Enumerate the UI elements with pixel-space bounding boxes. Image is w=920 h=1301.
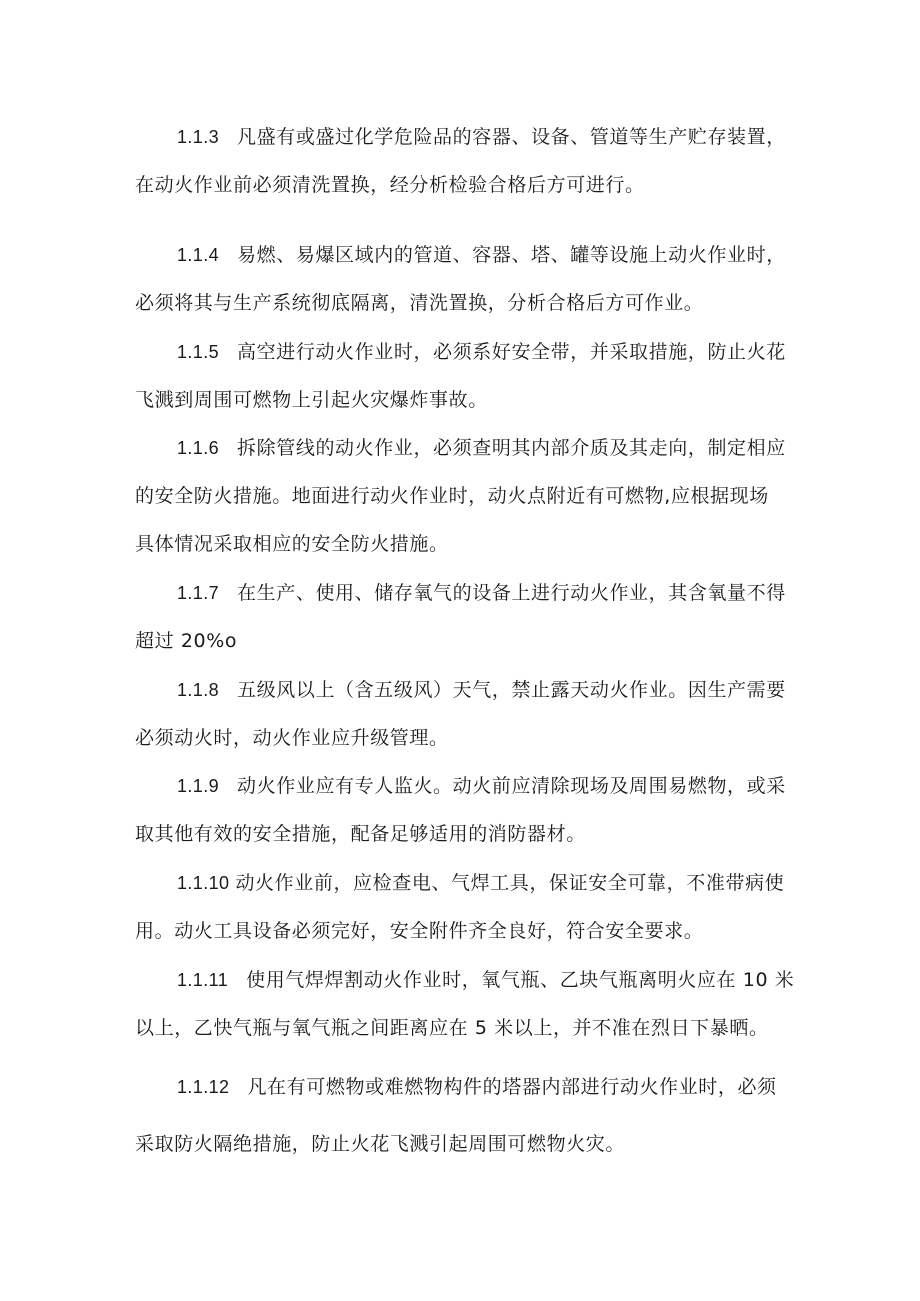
- clause-line: 的安全防火措施。地面进行动火作业时，动火点附近有可燃物,应根据现场: [135, 485, 769, 507]
- clause-text: 易燃、易爆区域内的管道、容器、塔、罐等设施上动火作业时，: [237, 244, 786, 266]
- clause-1-1-10: [135, 859, 795, 955]
- clause-number: 1.1.3: [177, 127, 220, 147]
- clause-line: [135, 424, 795, 472]
- clause-line: [135, 956, 795, 1004]
- clause-line: [135, 569, 795, 617]
- clause-text: 凡盛有或盛过化学危险品的容器、设备、管道等生产贮存装置，: [237, 126, 786, 148]
- clause-line: 取其他有效的安全措施，配备足够适用的消防器材。: [135, 823, 586, 845]
- clause-1-1-12: [135, 1063, 795, 1168]
- clause-1-1-9: [135, 762, 795, 858]
- clause-number: 1.1.8: [177, 680, 220, 700]
- clause-line: [135, 1063, 795, 1111]
- clause-line: [135, 113, 795, 161]
- clause-line: 飞溅到周围可燃物上引起火灾爆炸事故。: [135, 389, 488, 411]
- clause-line: 在动火作业前必须清洗置换，经分析检验合格后方可进行。: [135, 174, 645, 196]
- clause-line: [135, 328, 795, 376]
- clause-text: 动火作业应有专人监火。动火前应清除现场及周围易燃物，或采: [237, 775, 786, 797]
- clause-text: 高空进行动火作业时，必须系好安全带，并采取措施，防止火花: [237, 341, 786, 363]
- clause-number: 1.1.11: [177, 970, 229, 990]
- clause-text: 使用气焊焊割动火作业时，氧气瓶、乙块气瓶离明火应在 10 米: [246, 969, 795, 991]
- clause-number: 1.1.12: [177, 1077, 230, 1097]
- clause-line: 超过 20%o: [135, 630, 238, 652]
- clause-number: 1.1.5: [177, 342, 220, 362]
- clause-line: [135, 762, 795, 810]
- clause-line: [135, 859, 795, 907]
- clause-text: 凡在有可燃物或难燃物构件的塔器内部进行动火作业时，必须: [247, 1076, 777, 1098]
- clause-1-1-6: [135, 424, 795, 568]
- clause-number: 1.1.6: [177, 438, 220, 458]
- clause-1-1-11: [135, 956, 795, 1052]
- clause-line: 以上，乙快气瓶与氧气瓶之间距离应在 5 米以上，并不准在烈日下暴晒。: [135, 1017, 769, 1039]
- clause-line: 用。动火工具设备必须完好，安全附件齐全良好，符合安全要求。: [135, 920, 704, 942]
- clause-text: 在生产、使用、储存氧气的设备上进行动火作业，其含氧量不得: [237, 582, 786, 604]
- clause-number: 1.1.10: [177, 873, 230, 893]
- clause-line: 必须将其与生产系统彻底隔离，清洗置换，分析合格后方可作业。: [135, 292, 704, 314]
- clause-1-1-8: [135, 666, 795, 762]
- clause-number: 1.1.7: [177, 583, 220, 603]
- clause-1-1-7: [135, 569, 795, 665]
- clause-line: 必须动火时，动火作业应升级管理。: [135, 727, 449, 749]
- clause-line: [135, 666, 795, 714]
- clause-line: 采取防火隔绝措施，防止火花飞溅引起周围可燃物火灾。: [135, 1133, 626, 1155]
- clause-text: 拆除管线的动火作业，必须查明其内部介质及其走向，制定相应: [237, 437, 786, 459]
- clause-text: 五级风以上（含五级风）天气，禁止露天动火作业。因生产需要: [237, 679, 786, 701]
- clause-1-1-5: [135, 328, 795, 424]
- clause-text: 动火作业前，应检查电、气焊工具，保证安全可靠，不准带病使: [235, 872, 785, 894]
- clause-number: 1.1.9: [177, 776, 220, 796]
- clause-1-1-4: [135, 231, 795, 327]
- clause-1-1-3: [135, 113, 795, 209]
- clause-number: 1.1.4: [177, 245, 220, 265]
- clause-line: [135, 231, 795, 279]
- clause-line: 具体情况采取相应的安全防火措施。: [135, 533, 449, 555]
